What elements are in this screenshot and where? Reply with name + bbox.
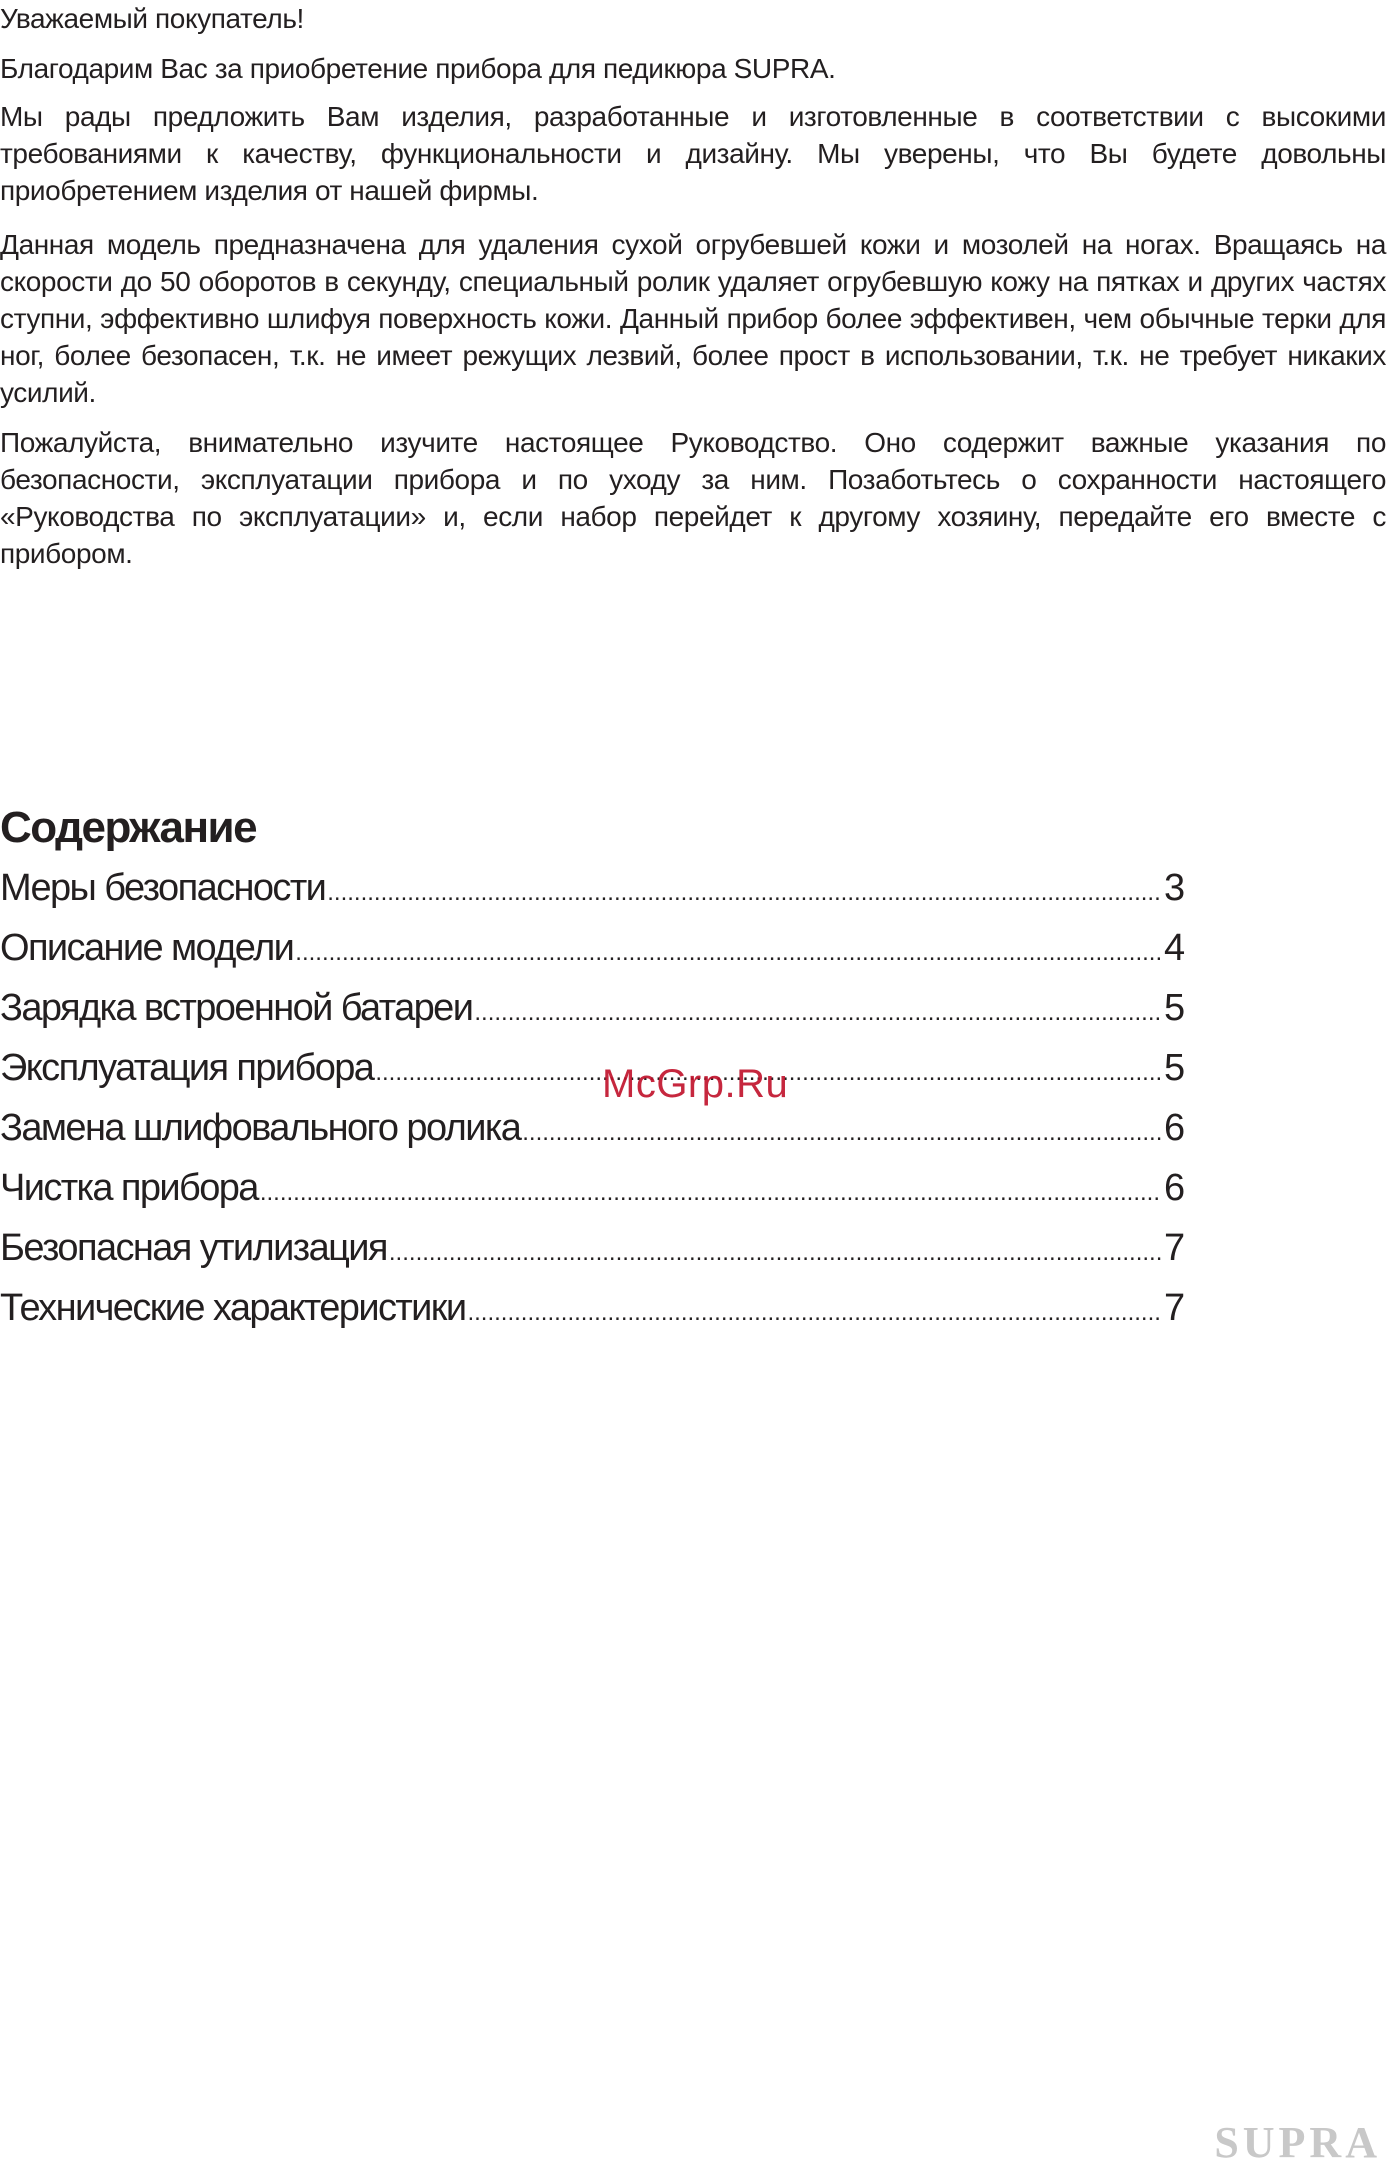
toc-page-number: 7: [1164, 1287, 1184, 1329]
toc-dot-leader: [327, 863, 1162, 923]
toc-list: [0, 858, 1190, 1338]
toc-entry-operation[interactable]: [0, 1038, 1190, 1098]
toc-dot-leader: [260, 1163, 1162, 1223]
toc-entry-specifications[interactable]: [0, 1278, 1190, 1338]
toc-dot-leader: [295, 923, 1162, 983]
toc-dot-leader: [474, 983, 1162, 1043]
toc-dot-leader: [467, 1283, 1162, 1343]
toc-page-number: 5: [1164, 987, 1184, 1029]
toc-entry-label: Безопасная утилизация: [0, 1227, 387, 1269]
toc-page-number: 6: [1164, 1167, 1184, 1209]
toc-entry-battery-charging[interactable]: [0, 978, 1190, 1038]
toc-entry-label: Меры безопасности: [0, 867, 326, 909]
thanks-text: Благодарим Вас за приобретение прибора для педикюра SUPRA.: [0, 53, 836, 84]
model-description-paragraph: Данная модель предназначена для удаления сухой огрубевшей кожи и мозолей на ногах. Вращаясь на скорости до 50 оборотов в секунду, специальный ролик удаляет огрубевшую кожу на пятках и других частях ступни, эффективно шлифуя поверхность кожи. Данный прибор более эффективен, чем обычные терки для ног, более безопасен, т.к. не имеет режущих лезвий, более прост в использовании, т.к. не требует никаких усилий.: [0, 229, 1386, 408]
toc-page-number: 7: [1164, 1227, 1184, 1269]
toc-entry-model-description[interactable]: [0, 918, 1190, 978]
please-read-paragraph: Пожалуйста, внимательно изучите настоящее Руководство. Оно содержит важные указания по безопасности, эксплуатации прибора и по уходу за ним. Позаботьтесь о сохранности настоящего «Руководства по эксплуатации» и, если набор перейдет к другому хозяину, передайте его вместе с прибором.: [0, 427, 1386, 569]
toc-entry-label: Технические характеристики: [0, 1287, 466, 1329]
toc-entry-label: Замена шлифовального ролика: [0, 1107, 521, 1149]
toc-entry-safety[interactable]: [0, 858, 1190, 918]
toc-entry-label: Чистка прибора: [0, 1167, 258, 1209]
toc-title: Содержание: [0, 803, 257, 852]
toc-entry-disposal[interactable]: [0, 1218, 1190, 1278]
toc-page-number: 5: [1164, 1047, 1184, 1089]
toc-dot-leader: [389, 1223, 1162, 1283]
watermark-text: McGrp.Ru: [602, 1062, 789, 1106]
toc-page-number: 4: [1164, 927, 1184, 969]
toc-entry-label: Эксплуатация прибора: [0, 1047, 374, 1089]
toc-entry-roller-replacement[interactable]: [0, 1098, 1190, 1158]
greeting-text: Уважаемый покупатель!: [0, 3, 304, 34]
toc-page-number: 3: [1164, 867, 1184, 909]
toc-dot-leader: [522, 1103, 1162, 1163]
toc-entry-label: Зарядка встроенной батареи: [0, 987, 473, 1029]
brand-logo: SUPRA: [1214, 2118, 1381, 2167]
toc-page-number: 6: [1164, 1107, 1184, 1149]
glad-paragraph: Мы рады предложить Вам изделия, разработанные и изготовленные в соответствии с высокими требованиями к качеству, функциональности и дизайну. Мы уверены, что Вы будете довольны приобретением изделия от нашей фирмы.: [0, 101, 1386, 206]
toc-entry-label: Описание модели: [0, 927, 294, 969]
toc-entry-cleaning[interactable]: [0, 1158, 1190, 1218]
